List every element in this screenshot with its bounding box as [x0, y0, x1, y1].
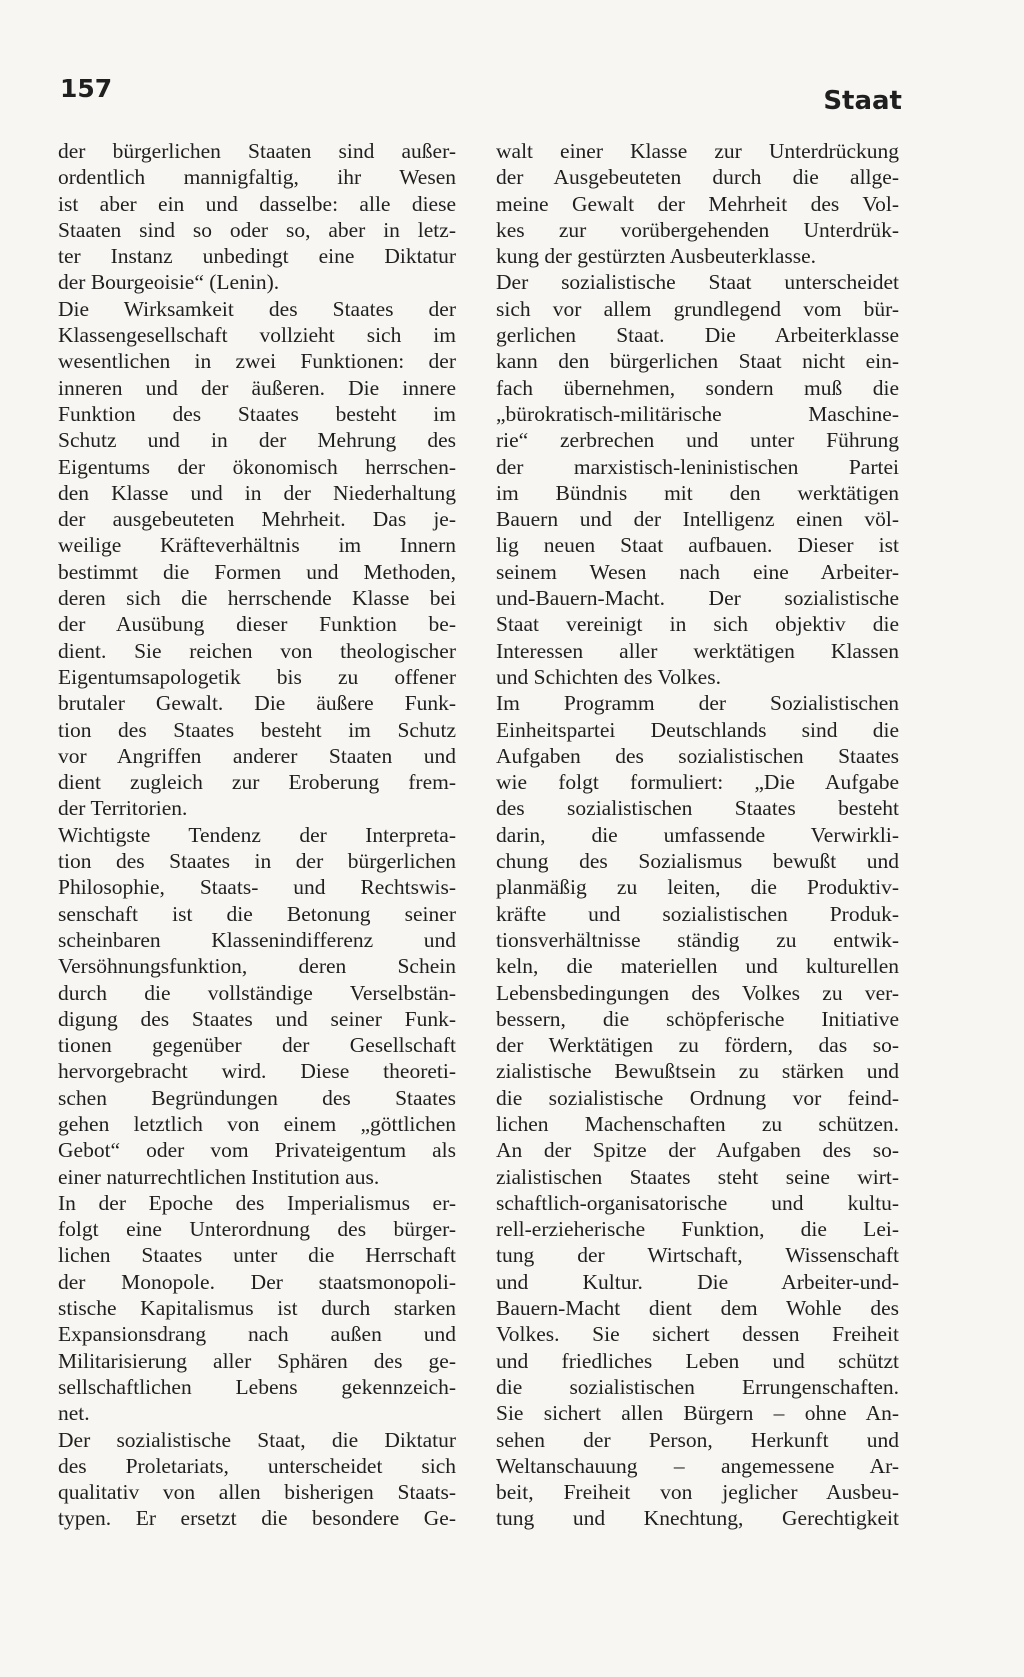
text-line: Schutz und in der Mehrung des [58, 428, 456, 453]
text-line: der Ausübung dieser Funktion be- [58, 612, 456, 637]
text-line: sich vor allem grundlegend vom bür- [496, 296, 899, 321]
text-line: Sie sichert allen Bürgern – ohne An- [496, 1401, 899, 1426]
running-head: Staat [823, 86, 902, 116]
text-line: beit, Freiheit von jeglicher Ausbeu- [496, 1480, 899, 1505]
text-line: der Werktätigen zu fördern, das so- [496, 1033, 899, 1058]
text-line: kung der gestürzten Ausbeuterklasse. [496, 244, 817, 269]
text-line: Aufgaben des sozialistischen Staates [496, 743, 899, 768]
text-line: typen. Er ersetzt die besondere Ge- [58, 1506, 456, 1531]
text-line: Bauern und der Intelligenz einen völ- [496, 507, 899, 532]
text-line: schen Begründungen des Staates [58, 1085, 456, 1110]
text-line: zialistischen Staates steht seine wirt- [496, 1164, 899, 1189]
page-number: 157 [60, 74, 113, 103]
text-line: dient. Sie reichen von theologischer [58, 638, 456, 663]
text-line: rell-erzieherische Funktion, die Lei- [496, 1217, 899, 1242]
right-text-column [496, 138, 899, 1532]
text-line: net. [58, 1401, 90, 1426]
text-line: tionsverhältnisse ständig zu entwik- [496, 927, 899, 952]
text-line: hervorgebracht wird. Diese theoreti- [58, 1059, 456, 1084]
text-line: dient zugleich zur Eroberung frem- [58, 770, 456, 795]
text-line: Bauern-Macht dient dem Wohle des [496, 1296, 899, 1321]
text-line: sellschaftlichen Lebens gekennzeich- [58, 1374, 456, 1399]
text-line: gerlichen Staat. Die Arbeiterklasse [496, 323, 899, 348]
text-line: der marxistisch-leninistischen Partei [496, 454, 899, 479]
text-line: Interessen aller werktätigen Klassen [496, 638, 899, 663]
text-line: folgt eine Unterordnung des bürger- [58, 1217, 456, 1242]
text-line: gehen letztlich von einem „göttlichen [58, 1111, 456, 1136]
text-line: des Proletariats, unterscheidet sich [58, 1453, 456, 1478]
text-line: tionen gegenüber der Gesellschaft [58, 1033, 456, 1058]
text-line: Im Programm der Sozialistischen [496, 691, 899, 716]
text-line: „bürokratisch-militärische Maschine- [496, 401, 899, 426]
text-line: der ausgebeuteten Mehrheit. Das je- [58, 507, 456, 532]
text-line: tung und Knechtung, Gerechtigkeit [496, 1506, 899, 1531]
text-line: Der sozialistische Staat, die Diktatur [58, 1427, 456, 1452]
text-line: bessern, die schöpferische Initiative [496, 1006, 899, 1031]
text-line: sehen der Person, Herkunft und [496, 1427, 899, 1452]
text-line: vor Angriffen anderer Staaten und [58, 743, 456, 768]
text-line: die sozialistischen Errungenschaften. [496, 1374, 899, 1399]
text-line: der Bourgeoisie“ (Lenin). [58, 270, 280, 295]
text-line: scheinbaren Klassenindifferenz und [58, 927, 456, 952]
text-line: den Klasse und in der Niederhaltung [58, 480, 456, 505]
text-line: An der Spitze der Aufgaben des so- [496, 1138, 899, 1163]
text-line: lichen Staates unter die Herrschaft [58, 1243, 456, 1268]
text-line: walt einer Klasse zur Unterdrückung [496, 139, 899, 163]
text-line: im Bündnis mit den werktätigen [496, 480, 899, 505]
text-line: des sozialistischen Staates besteht [496, 796, 899, 821]
text-line: wesentlichen in zwei Funktionen: der [58, 349, 456, 374]
text-line: fach übernehmen, sondern muß die [496, 375, 899, 400]
text-line: Militarisierung aller Sphären des ge- [58, 1348, 456, 1373]
text-line: und-Bauern-Macht. Der sozialistische [496, 586, 899, 611]
text-line: tion des Staates in der bürgerlichen [58, 849, 456, 874]
text-line: Wichtigste Tendenz der Interpreta- [58, 822, 456, 847]
text-line: inneren und der äußeren. Die innere [58, 375, 456, 400]
text-line: Eigentums der ökonomisch herrschen- [58, 454, 456, 479]
text-line: schaftlich-organisatorische und kultu- [496, 1190, 899, 1215]
text-line: einer naturrechtlichen Institution aus. [58, 1164, 380, 1189]
text-line: durch die vollständige Verselbstän- [58, 980, 456, 1005]
text-line: Die Wirksamkeit des Staates der [58, 296, 456, 321]
text-line: und Schichten des Volkes. [496, 664, 721, 689]
text-line: der Ausgebeuteten durch die allge- [496, 165, 899, 190]
text-line: und friedliches Leben und schützt [496, 1348, 899, 1373]
text-line: zialistische Bewußtsein zu stärken und [496, 1059, 899, 1084]
text-line: meine Gewalt der Mehrheit des Vol- [496, 191, 899, 216]
left-text-column [58, 138, 456, 1532]
text-line: lichen Machenschaften zu schützen. [496, 1111, 899, 1136]
text-line: Philosophie, Staats- und Rechtswis- [58, 875, 456, 900]
text-line: der Territorien. [58, 796, 188, 821]
text-line: Gebot“ oder vom Privateigentum als [58, 1138, 456, 1163]
text-line: Weltanschauung – angemessene Ar- [496, 1453, 899, 1478]
text-line: kräfte und sozialistischen Produk- [496, 901, 899, 926]
text-line: ordentlich mannigfaltig, ihr Wesen [58, 165, 456, 190]
text-line: senschaft ist die Betonung seiner [58, 901, 456, 926]
text-line: planmäßig zu leiten, die Produktiv- [496, 875, 899, 900]
text-line: tion des Staates besteht im Schutz [58, 717, 456, 742]
text-line: darin, die umfassende Verwirkli- [496, 822, 899, 847]
text-line: Staaten sind so oder so, aber in letz- [58, 217, 456, 242]
text-line: keln, die materiellen und kulturellen [496, 954, 899, 979]
text-line: weilige Kräfteverhältnis im Innern [58, 533, 456, 558]
text-line: In der Epoche des Imperialismus er- [58, 1190, 456, 1215]
text-line: chung des Sozialismus bewußt und [496, 849, 899, 874]
text-line: digung des Staates und seiner Funk- [58, 1006, 456, 1031]
text-line: Eigentumsapologetik bis zu offener [58, 664, 456, 689]
text-line: Volkes. Sie sichert dessen Freiheit [496, 1322, 899, 1347]
text-line: wie folgt formuliert: „Die Aufgabe [496, 770, 899, 795]
text-line: deren sich die herrschende Klasse bei [58, 586, 456, 611]
text-line: lig neuen Staat aufbauen. Dieser ist [496, 533, 899, 558]
text-line: der Monopole. Der staatsmonopoli- [58, 1269, 456, 1294]
text-line: bestimmt die Formen und Methoden, [58, 559, 456, 584]
text-line: seinem Wesen nach eine Arbeiter- [496, 559, 899, 584]
text-line: Der sozialistische Staat unterscheidet [496, 270, 899, 295]
text-line: kes zur vorübergehenden Unterdrük- [496, 217, 899, 242]
text-line: Funktion des Staates besteht im [58, 401, 456, 426]
text-line: Versöhnungsfunktion, deren Schein [58, 954, 456, 979]
text-line: Lebensbedingungen des Volkes zu ver- [496, 980, 899, 1005]
text-line: ter Instanz unbedingt eine Diktatur [58, 244, 456, 269]
text-line: ist aber ein und dasselbe: alle diese [58, 191, 456, 216]
text-line: und Kultur. Die Arbeiter-und- [496, 1269, 899, 1294]
text-line: Expansionsdrang nach außen und [58, 1322, 456, 1347]
text-line: brutaler Gewalt. Die äußere Funk- [58, 691, 456, 716]
text-line: qualitativ von allen bisherigen Staats- [58, 1480, 456, 1505]
text-line: stische Kapitalismus ist durch starken [58, 1296, 456, 1321]
text-line: tung der Wirtschaft, Wissenschaft [496, 1243, 899, 1268]
text-line: Staat vereinigt in sich objektiv die [496, 612, 899, 637]
text-line: der bürgerlichen Staaten sind außer- [58, 139, 456, 163]
text-line: die sozialistische Ordnung vor feind- [496, 1085, 899, 1110]
text-line: Klassengesellschaft vollzieht sich im [58, 323, 456, 348]
text-line: kann den bürgerlichen Staat nicht ein- [496, 349, 899, 374]
text-line: rie“ zerbrechen und unter Führung [496, 428, 899, 453]
text-line: Einheitspartei Deutschlands sind die [496, 717, 899, 742]
